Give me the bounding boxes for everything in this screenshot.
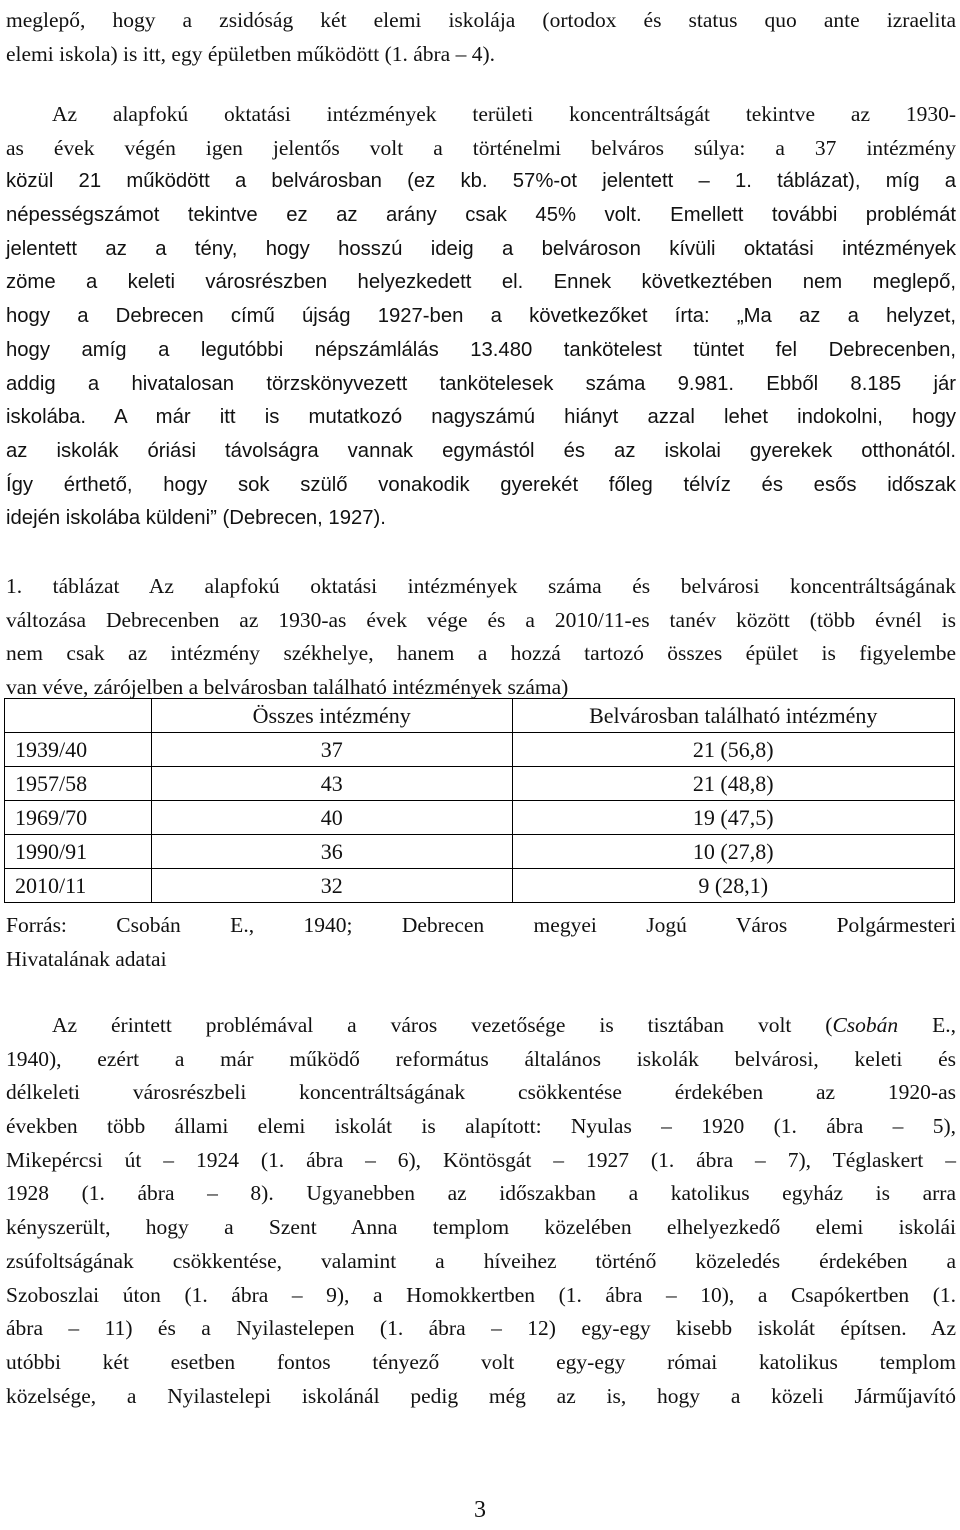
table-row xyxy=(5,835,955,869)
text-run: Az érintett problémával a város vezetősége is tisztában volt ( xyxy=(52,1013,833,1037)
source-line: Forrás: Csobán E., 1940; Debrecen megyei Jogú Város Polgármesteri xyxy=(6,913,956,937)
table-caption xyxy=(6,570,956,705)
text-line: utóbbi két esetben fontos tényező volt egy-egy római katolikus templom xyxy=(6,1349,956,1374)
total-cell: 40 xyxy=(151,801,512,835)
year-cell: 1969/70 xyxy=(5,801,152,835)
header-cell: Belvárosban található intézmény xyxy=(512,699,955,733)
total-cell: 43 xyxy=(151,767,512,801)
total-cell: 32 xyxy=(151,869,512,903)
caption-line: 1. táblázat Az alapfokú oktatási intézmények száma és belvárosi koncentráltságának xyxy=(6,574,956,598)
text-line: közelsége, a Nyilastelepi iskolánál pedig még az is, hogy a közeli Járműjavító xyxy=(6,1383,956,1408)
text-line: meglepő, hogy a zsidóság két elemi iskolája (ortodox és status quo ante izraelita xyxy=(6,8,956,32)
total-cell: 37 xyxy=(151,733,512,767)
text-line: években több állami elemi iskolát is alapított: Nyulas – 1920 (1. ábra – 5), xyxy=(6,1114,956,1139)
schools-table xyxy=(4,698,955,903)
year-cell: 1990/91 xyxy=(5,835,152,869)
year-cell: 1939/40 xyxy=(5,733,152,767)
text-line: Így érthető, hogy sok szülő vonakodik gyerekét főleg télvíz és esős időszak xyxy=(6,473,956,496)
paragraph-1 xyxy=(6,4,956,71)
paragraph-2 xyxy=(6,98,956,536)
text-line: Szoboszlai úton (1. ábra – 9), a Homokkertben (1. ábra – 10), a Csapókertben (1. xyxy=(6,1282,956,1307)
text-line: zöme a keleti városrészben helyezkedett el. Ennek következtében nem meglepő, xyxy=(6,271,956,294)
text-line: népességszámot tekintve ez az arány csak 45% volt. Emellett további problémát xyxy=(6,204,956,227)
caption-line: nem csak az intézmény székhelye, hanem a hozzá tartozó összes épület is figyelembe xyxy=(6,641,956,666)
year-cell: 1957/58 xyxy=(5,767,152,801)
header-cell xyxy=(5,699,152,733)
text-line: zsúfoltságának csökkentése, valamint a híveihez történő közeledés érdekében a xyxy=(6,1248,956,1273)
table-row xyxy=(5,733,955,767)
year-cell: 2010/11 xyxy=(5,869,152,903)
text-run: E., xyxy=(898,1013,956,1037)
caption-line: van véve, zárójelben a belvárosban található intézmények száma) xyxy=(6,675,569,700)
text-line: 1928 (1. ábra – 8). Ugyanebben az időszakban a katolikus egyház is arra xyxy=(6,1181,956,1206)
downtown-cell: 10 (27,8) xyxy=(512,835,955,869)
downtown-cell: 19 (47,5) xyxy=(512,801,955,835)
source-line: Hivatalának adatai xyxy=(6,946,167,971)
text-line: Az alapfokú oktatási intézmények területi koncentráltságát tekintve az 1930- xyxy=(52,102,956,126)
table-row xyxy=(5,869,955,903)
paragraph-2-sans-block xyxy=(6,165,956,536)
downtown-cell: 21 (56,8) xyxy=(512,733,955,767)
table-row xyxy=(5,801,955,835)
text-line: idején iskolába küldeni” (Debrecen, 1927). xyxy=(6,507,386,530)
text-line: 1940), ezért a már működő református általános iskolák belvárosi, keleti és xyxy=(6,1046,956,1071)
table-header-row xyxy=(5,699,955,733)
text-line: iskolába. A már itt is mutatkozó nagyszámú hiányt azzal lehet indokolni, hogy xyxy=(6,406,956,429)
text-line: kényszerült, hogy a Szent Anna templom közelében elhelyezkedő elemi iskolái xyxy=(6,1215,956,1240)
text-line: jelentett az a tény, hogy hosszú ideig a belvároson kívüli oktatási intézmények xyxy=(6,237,956,260)
downtown-cell: 9 (28,1) xyxy=(512,869,955,903)
total-cell: 36 xyxy=(151,835,512,869)
page-number: 3 xyxy=(474,1497,486,1523)
caption-line: változása Debrecenben az 1930-as évek vége és a 2010/11-es tanév között (több évnél is xyxy=(6,607,956,632)
text-line: addig a hivatalosan törzskönyvezett tankötelesek száma 9.981. Ebből 8.185 jár xyxy=(6,372,956,395)
table-source xyxy=(6,909,956,976)
downtown-cell: 21 (48,8) xyxy=(512,767,955,801)
header-cell: Összes intézmény xyxy=(151,699,512,733)
text-line: az iskolák óriási távolságra vannak egymástól és az iskolai gyerekek otthonától. xyxy=(6,439,956,462)
table-row xyxy=(5,767,955,801)
text-line: as évek végén igen jelentős volt a történelmi belváros súlya: a 37 intézmény xyxy=(6,135,956,160)
paragraph-3 xyxy=(6,1009,956,1413)
author-name: Csobán xyxy=(832,1013,899,1037)
text-line: hogy amíg a legutóbbi népszámlálás 13.480 tankötelest tüntet fel Debrecenben, xyxy=(6,338,956,361)
text-line: délkeleti városrészbeli koncentráltságának csökkentése érdekében az 1920-as xyxy=(6,1080,956,1105)
text-line: közül 21 működött a belvárosban (ez kb. 57%-ot jelentett – 1. táblázat), míg a xyxy=(6,170,956,193)
text-line: hogy a Debrecen című újság 1927-ben a következőket írta: „Ma az a helyzet, xyxy=(6,305,956,328)
text-line: elemi iskola) is itt, egy épületben működött (1. ábra – 4). xyxy=(6,41,496,66)
text-line xyxy=(6,1009,956,1043)
text-line: Mikepércsi út – 1924 (1. ábra – 6), Köntösgát – 1927 (1. ábra – 7), Téglaskert – xyxy=(6,1147,956,1172)
text-line: ábra – 11) és a Nyilastelepen (1. ábra – 12) egy-egy kisebb iskolát építsen. Az xyxy=(6,1316,956,1341)
